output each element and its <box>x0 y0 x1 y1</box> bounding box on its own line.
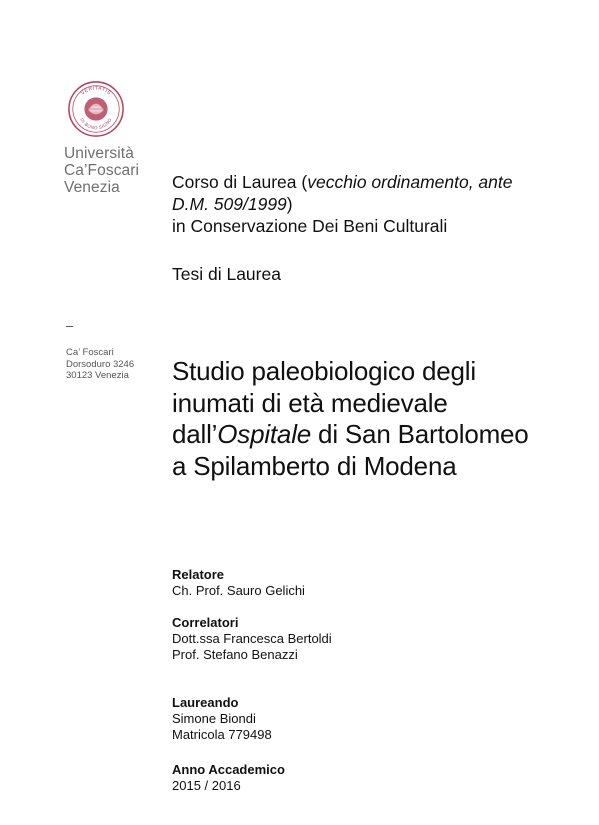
correlatori-label: Correlatori <box>172 615 239 630</box>
laureando-name: Simone Biondi <box>172 711 256 726</box>
university-name-line: Università <box>64 145 134 162</box>
seal-text-top: VERITATIS <box>80 85 112 97</box>
title-pre: dall’ <box>172 419 218 449</box>
relatore-label: Relatore <box>172 567 225 582</box>
title-line-4: a Spilamberto di Modena <box>172 450 457 481</box>
thesis-title <box>172 356 572 482</box>
course-line-2 <box>172 193 572 215</box>
relatore-block <box>172 567 305 599</box>
laureando-block <box>172 695 272 743</box>
course-close-paren: ) <box>286 194 293 214</box>
correlatori-block <box>172 615 332 663</box>
address-line: Dorsoduro 3246 <box>66 358 135 370</box>
thesis-type: Tesi di Laurea <box>172 264 281 284</box>
correlatore-name: Prof. Stefano Benazzi <box>172 647 298 662</box>
seal-text-bottom: DI BONO SIGNO <box>79 117 113 131</box>
title-line-3 <box>172 419 572 451</box>
course-prefix: Corso di Laurea ( <box>172 172 308 192</box>
address-line: Ca’ Foscari <box>66 347 114 358</box>
anno-value: 2015 / 2016 <box>172 778 241 793</box>
university-name-line: Venezia <box>64 179 120 196</box>
title-line-2: inumati di età medievale <box>172 387 448 418</box>
correlatore-name: Dott.ssa Francesca Bertoldi <box>172 631 332 646</box>
course-decree: D.M. 509/1999 <box>172 194 287 214</box>
relatore-name: Ch. Prof. Sauro Gelichi <box>172 583 305 598</box>
laureando-matricola: Matricola 779498 <box>172 727 272 742</box>
course-ordinamento: vecchio ordinamento, ante <box>307 172 513 192</box>
university-name <box>64 145 164 196</box>
svg-text:VERITATIS <box>80 86 112 97</box>
separator-dash: – <box>66 318 74 333</box>
university-seal-icon <box>67 80 125 138</box>
anno-block <box>172 762 285 794</box>
title-post: di San Bartolomeo <box>311 419 529 449</box>
laureando-label: Laureando <box>172 695 239 710</box>
title-italic: Ospitale <box>217 419 312 449</box>
address-line: 30123 Venezia <box>66 370 129 381</box>
university-logo <box>64 80 164 196</box>
course-line-3: in Conservazione Dei Beni Culturali <box>172 216 448 236</box>
anno-label: Anno Accademico <box>172 762 285 777</box>
title-line-1: Studio paleobiologico degli <box>172 356 476 386</box>
course-line-1 <box>172 171 572 193</box>
university-name-line: Ca’Foscari <box>64 162 140 179</box>
course-info <box>172 171 572 237</box>
university-address <box>66 347 134 382</box>
